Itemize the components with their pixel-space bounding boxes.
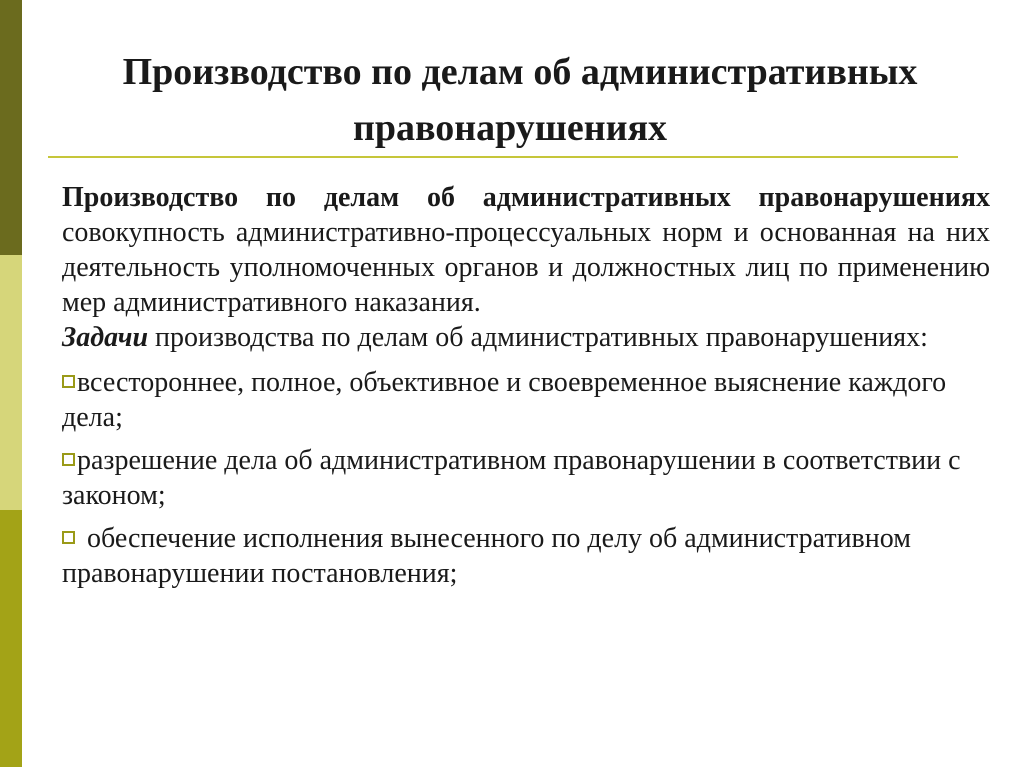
definition-text: совокупность административно-процессуальных норм и основанная на них деятельность уполномоченных органов и должностных лиц по применению мер административного наказания.	[62, 217, 990, 318]
bullet-square-icon	[62, 375, 75, 388]
title-divider	[48, 156, 958, 158]
tasks-text: производства по делам об административных правонарушениях:	[148, 322, 928, 353]
tasks-label: Задачи	[62, 322, 149, 353]
task-bullet-1	[62, 365, 990, 435]
bullet-square-icon	[62, 531, 75, 544]
sidebar-segment-middle	[0, 255, 22, 510]
task-bullet-3	[62, 521, 990, 591]
slide-title	[40, 44, 980, 156]
slide-title-line1: Производство по делам об административных	[122, 51, 918, 93]
slide-body	[62, 180, 990, 591]
sidebar-segment-top	[0, 0, 22, 255]
tasks-paragraph	[62, 320, 990, 355]
definition-term: Производство по делам об административных правонарушениях	[62, 182, 990, 213]
task-bullet-text: обеспечение исполнения вынесенного по делу об административном правонарушении постановления;	[62, 523, 911, 589]
decorative-sidebar	[0, 0, 22, 767]
sidebar-segment-bottom	[0, 510, 22, 767]
task-bullet-2	[62, 443, 990, 513]
slide-title-line2: правонарушениях	[352, 107, 668, 149]
definition-paragraph	[62, 180, 990, 320]
bullet-square-icon	[62, 453, 75, 466]
task-bullet-text: всестороннее, полное, объективное и своевременное выяснение каждого дела;	[62, 367, 947, 433]
task-bullet-text: разрешение дела об административном правонарушении в соответствии с законом;	[62, 445, 961, 511]
